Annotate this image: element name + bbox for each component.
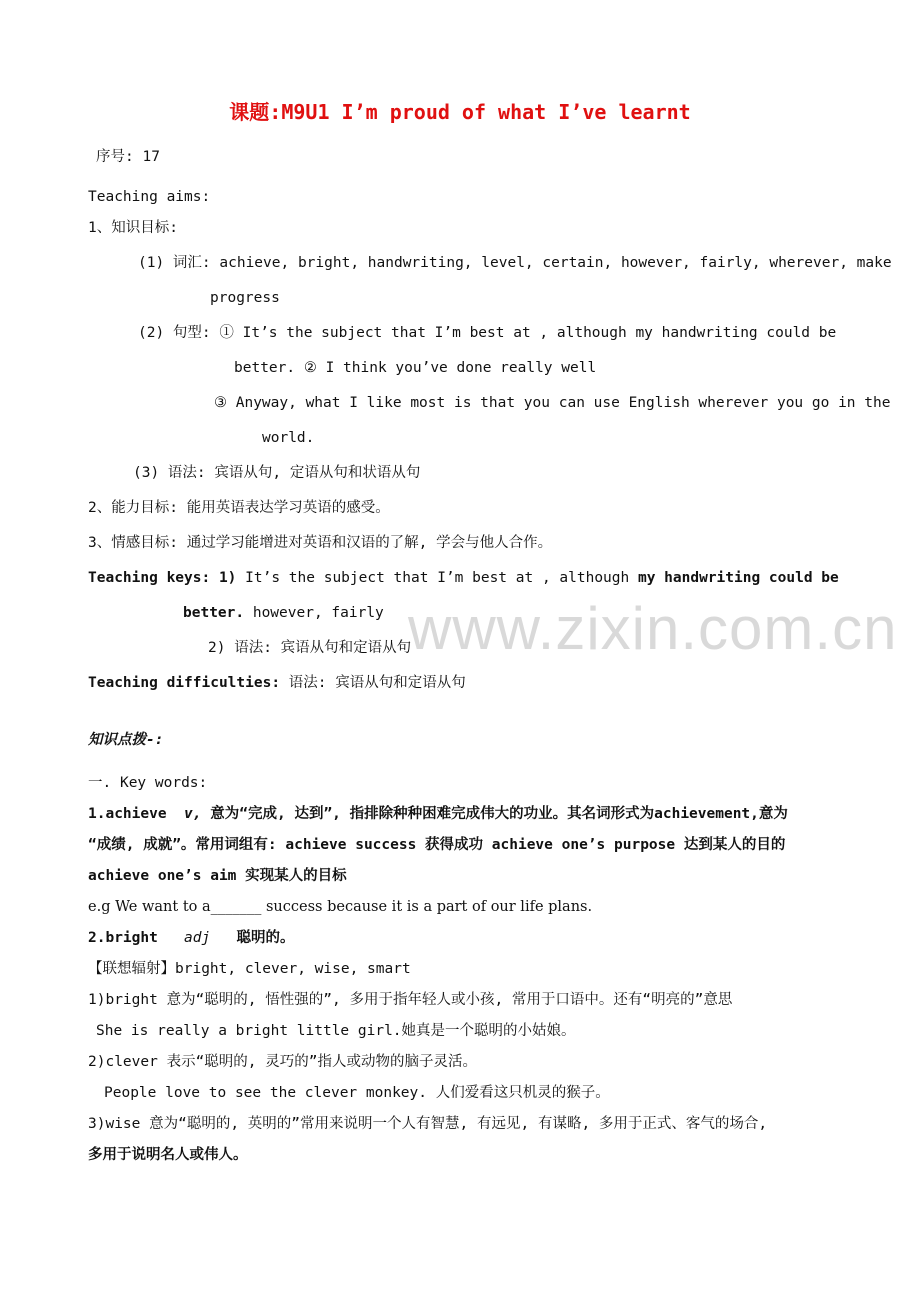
achieve-def-1: 意为“完成, 达到”, 指排除种种困难完成伟大的功业。其名词形式为achievement,意为 (210, 806, 788, 822)
teaching-keys-label: Teaching keys: 1) (88, 570, 237, 586)
difficulties-text: 语法: 宾语从句和定语从句 (288, 675, 466, 691)
vocab-line-1: (1) 词汇: achieve, bright, handwriting, level, certain, however, fairly, wherever, make (138, 255, 892, 271)
bright-head: 2.bright (88, 930, 158, 946)
achieve-head: 1.achieve (88, 806, 167, 822)
teaching-keys-line-3: 2) 语法: 宾语从句和定语从句 (208, 640, 412, 656)
teaching-keys-line-1 (88, 568, 839, 588)
bright-point-3: 3)wise 意为“聪明的, 英明的”常用来说明一个人有智慧, 有远见, 有谋略, 多用于正式、客气的场合, (88, 1116, 768, 1132)
achieve-example: e.g We want to a_______ success because it is a part of our life plans. (88, 899, 593, 915)
bright-association: 【联想辐射】bright, clever, wise, smart (88, 961, 411, 977)
bright-example-1: She is really a bright little girl.她真是一个聪明的小姑娘。 (96, 1023, 576, 1039)
bright-heading (88, 928, 294, 948)
section-key-words: 一. Key words: (88, 775, 208, 791)
bright-point-3b: 多用于说明名人或伟人。 (88, 1147, 248, 1163)
tips-heading: 知识点拨-: (88, 732, 164, 748)
teaching-keys-words: however, fairly (252, 605, 384, 621)
achieve-def-2: “成绩, 成就”。常用词组有: achieve success 获得成功 achieve one’s purpose 达到某人的目的 (88, 837, 786, 853)
emotion-aim: 3、情感目标: 通过学习能增进对英语和汉语的了解, 学会与他人合作。 (88, 535, 553, 551)
bright-example-2: People love to see the clever monkey. 人们爱看这只机灵的猴子。 (104, 1085, 610, 1101)
watermark: www.zixin.com.cn (408, 595, 898, 662)
bright-point-1: 1)bright 意为“聪明的, 悟性强的”, 多用于指年轻人或小孩, 常用于口语中。还有“明亮的”意思 (88, 992, 733, 1008)
sentence-line-3: ③ Anyway, what I like most is that you can use English wherever you go in the (214, 395, 891, 411)
ability-aim: 2、能力目标: 能用英语表达学习英语的感受。 (88, 500, 390, 516)
achieve-line-1 (88, 804, 788, 824)
difficulties-label: Teaching difficulties: (88, 675, 281, 691)
teaching-difficulties (88, 673, 466, 693)
teaching-keys-text: It’s the subject that I’m best at , although (245, 570, 630, 586)
bright-meaning: 聪明的。 (236, 930, 295, 946)
achieve-pos: v, (184, 806, 202, 822)
achieve-def-3: achieve one’s aim 实现某人的目标 (88, 868, 347, 884)
teaching-keys-bold-2: better. (183, 605, 245, 621)
bright-point-2: 2)clever 表示“聪明的, 灵巧的”指人或动物的脑子灵活。 (88, 1054, 477, 1070)
sentence-line-2: better. ② I think you’ve done really well (234, 360, 597, 376)
serial-number: 序号: 17 (96, 149, 160, 165)
teaching-keys-line-2 (183, 603, 384, 623)
teaching-keys-bold: my handwriting could be (637, 570, 839, 586)
knowledge-aim: 1、知识目标: (88, 220, 178, 236)
page-title: 课题:M9U1 I’m proud of what I’ve learnt (229, 100, 691, 124)
grammar-aim: (3) 语法: 宾语从句, 定语从句和状语从句 (133, 465, 421, 481)
sentence-line-4: world. (262, 430, 315, 446)
teaching-aims-heading: Teaching aims: (88, 189, 211, 205)
sentence-line-1: (2) 句型: ① It’s the subject that I’m best at , although my handwriting could be (138, 325, 837, 341)
vocab-line-2: progress (210, 290, 280, 306)
bright-pos: adj (184, 930, 211, 946)
